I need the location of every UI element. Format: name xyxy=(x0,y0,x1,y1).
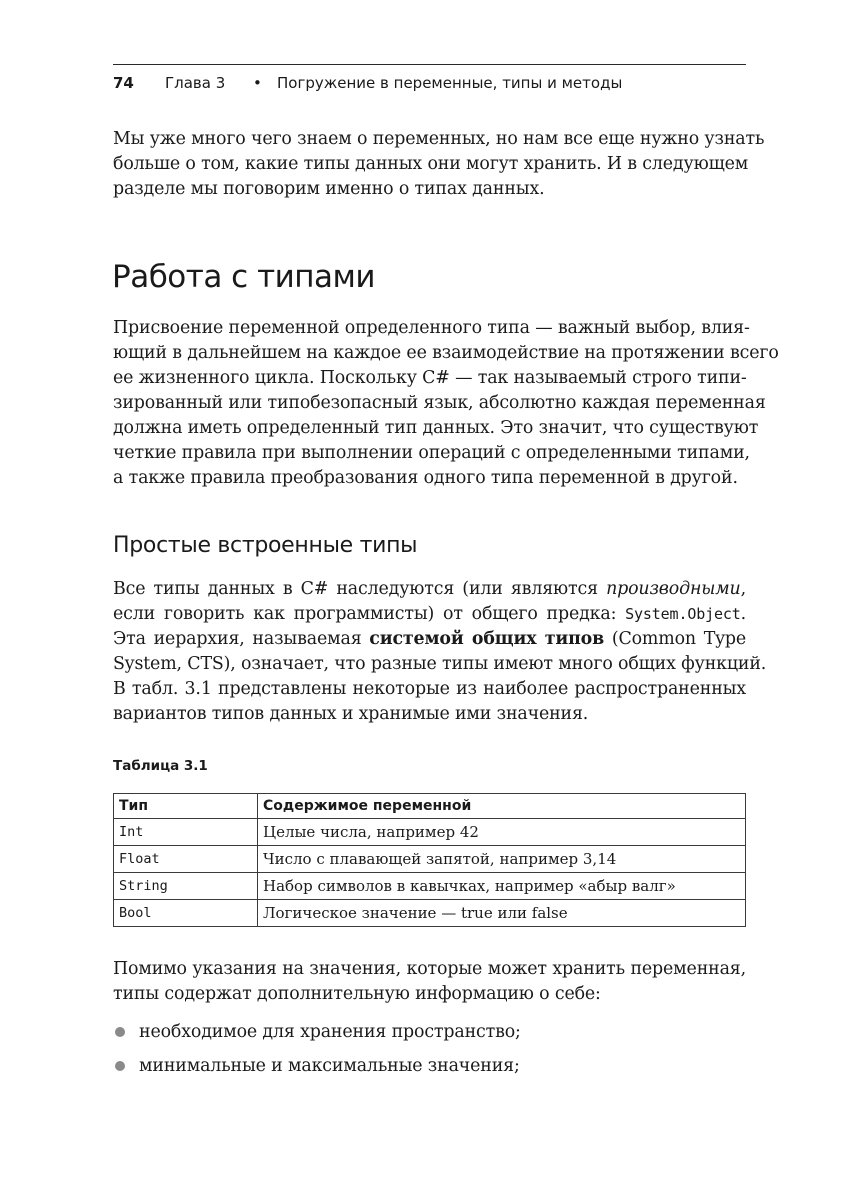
section-line: а также правила преобразования одного типа переменной в другой. xyxy=(113,468,738,488)
subsection-line xyxy=(113,602,746,627)
chapter-label: Глава 3 xyxy=(165,74,226,92)
type-cell: Bool xyxy=(114,900,258,927)
type-cell: String xyxy=(114,873,258,900)
after-table-line: Помимо указания на значения, которые может хранить переменная, xyxy=(113,959,746,979)
bullet-icon xyxy=(115,1027,125,1037)
section-line: должна иметь определенный тип данных. Это значит, что существуют xyxy=(113,418,759,438)
section-line: ющий в дальнейшем на каждое ее взаимодействие на протяжении всего xyxy=(113,343,779,363)
table-caption: Таблица 3.1 xyxy=(113,758,208,774)
content-cell: Набор символов в кавычках, например «абыр валг» xyxy=(258,873,746,900)
section-line: зированный или типобезопасный язык, абсолютно каждая переменная xyxy=(113,393,766,413)
section-paragraph xyxy=(113,316,779,491)
code-term: System.Object xyxy=(625,605,741,623)
text-run: если говорить как программисты) от общего предка: xyxy=(113,604,626,624)
text-run: (Common Type xyxy=(604,629,746,649)
after-table-line: типы содержат дополнительную информацию о себе: xyxy=(113,984,601,1004)
subsection-line: В табл. 3.1 представлены некоторые из наиболее распространенных xyxy=(113,679,746,699)
subsection-line: вариантов типов данных и хранимые ими значения. xyxy=(113,704,589,724)
list-item-text: минимальные и максимальные значения; xyxy=(139,1056,520,1076)
table-row xyxy=(114,873,746,900)
table-row xyxy=(114,819,746,846)
content-cell: Целые числа, например 42 xyxy=(258,819,746,846)
section-line: четкие правила при выполнении операций с определенными типами, xyxy=(113,443,750,463)
section-heading: Работа с типами xyxy=(112,259,376,295)
list-item xyxy=(113,1054,746,1088)
table-header-cell: Тип xyxy=(114,794,258,819)
intro-paragraph xyxy=(113,127,765,202)
intro-line: Мы уже много чего знаем о переменных, но нам все еще нужно узнать xyxy=(113,129,765,149)
table-row xyxy=(114,846,746,873)
subsection-line xyxy=(113,627,746,652)
table-header-cell: Содержимое переменной xyxy=(258,794,746,819)
text-run: Эта иерархия, называемая xyxy=(113,629,370,649)
page-number: 74 xyxy=(113,74,134,92)
header-separator: • xyxy=(253,74,262,92)
after-table-paragraph xyxy=(113,957,746,1007)
intro-line: разделе мы поговорим именно о типах данных. xyxy=(113,179,545,199)
text-run: , xyxy=(740,579,746,599)
content-cell: Логическое значение — true или false xyxy=(258,900,746,927)
content-cell: Число с плавающей запятой, например 3,14 xyxy=(258,846,746,873)
table-row xyxy=(114,900,746,927)
list-item xyxy=(113,1020,746,1054)
italic-term: производными xyxy=(606,579,741,599)
bullet-list xyxy=(113,1020,746,1088)
table-header-row xyxy=(114,794,746,819)
type-cell: Float xyxy=(114,846,258,873)
bullet-icon xyxy=(115,1061,125,1071)
chapter-title: Погружение в переменные, типы и методы xyxy=(277,74,623,92)
list-item-text: необходимое для хранения пространство; xyxy=(139,1022,521,1042)
bold-term: системой общих типов xyxy=(369,629,605,649)
subsection-line: System, CTS), означает, что разные типы имеют много общих функций. xyxy=(113,654,767,674)
types-table xyxy=(113,793,746,927)
subsection-heading: Простые встроенные типы xyxy=(113,533,418,558)
text-run: . xyxy=(740,604,746,624)
text-run: Все типы данных в C# наследуются (или являются xyxy=(113,579,607,599)
section-line: ее жизненного цикла. Поскольку C# — так называемый строго типи- xyxy=(113,368,747,388)
subsection-line xyxy=(113,577,746,602)
section-line: Присвоение переменной определенного типа — важный выбор, влия- xyxy=(113,318,750,338)
intro-line: больше о том, какие типы данных они могут хранить. И в следующем xyxy=(113,154,749,174)
subsection-paragraph xyxy=(113,577,767,727)
type-cell: Int xyxy=(114,819,258,846)
running-header xyxy=(113,64,746,95)
